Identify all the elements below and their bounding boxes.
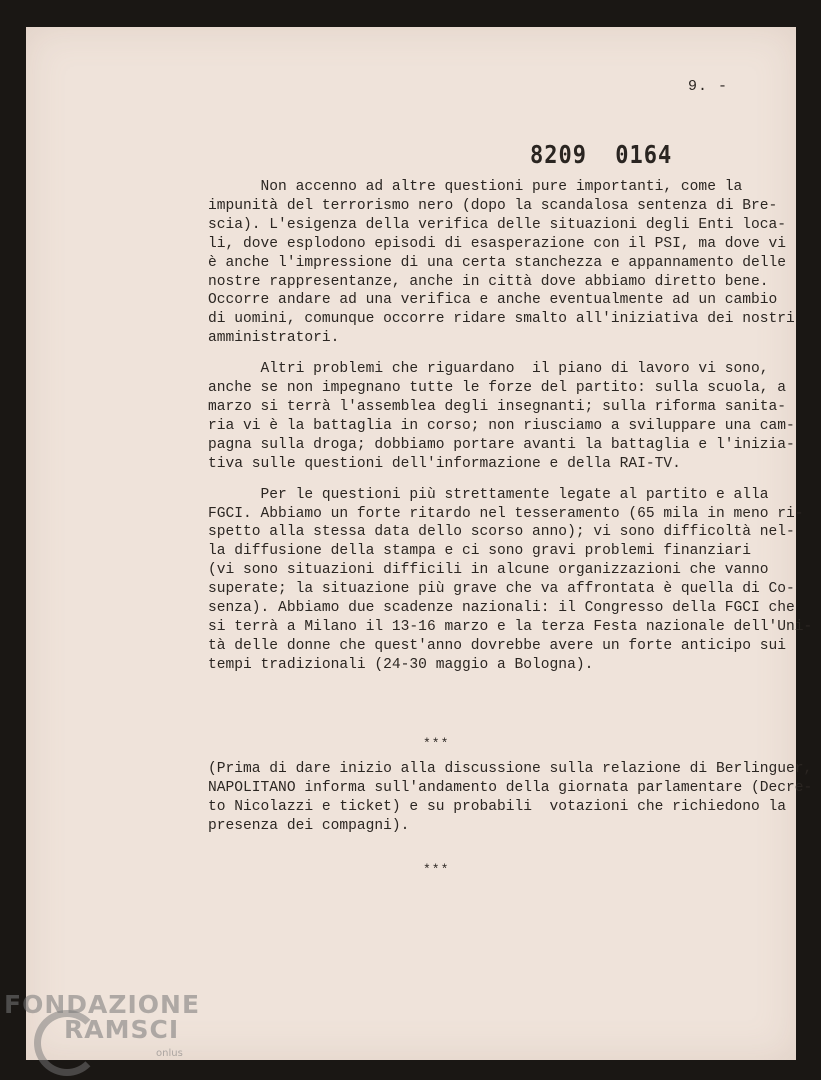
meeting-note bbox=[208, 760, 813, 836]
text-line: la diffusione della stampa e ci sono gravi problemi finanziari bbox=[208, 543, 751, 560]
text-line: to Nicolazzi e ticket) e su probabili votazioni che richiedono la bbox=[208, 798, 787, 815]
logo-ring-icon bbox=[34, 1010, 100, 1076]
text-line: di uomini, comunque occorre ridare smalto all'iniziativa dei nostri bbox=[208, 311, 795, 328]
text-line: li, dove esplodono episodi di esasperazione con il PSI, ma dove vi bbox=[208, 235, 787, 252]
text-line: (Prima di dare inizio alla discussione sulla relazione di Berlinguer, bbox=[208, 761, 813, 777]
text-line: impunità del terrorismo nero (dopo la scandalosa sentenza di Bre- bbox=[208, 197, 778, 214]
text-line: FGCI. Abbiamo un forte ritardo nel tesseramento (65 mila in meno ri- bbox=[208, 505, 804, 522]
watermark-line-1: FONDAZIONE bbox=[4, 990, 201, 1019]
text-line: Per le questioni più strettamente legate al partito e alla bbox=[208, 486, 769, 503]
text-line: Altri problemi che riguardano il piano di lavoro vi sono, bbox=[208, 361, 769, 378]
text-line: (vi sono situazioni difficili in alcune organizzazioni che vanno bbox=[208, 562, 769, 579]
text-line: è anche l'impressione di una certa stanchezza e appannamento delle bbox=[208, 254, 787, 271]
text-line: presenza dei compagni). bbox=[208, 817, 410, 834]
text-line: superate; la situazione più grave che va affrontata è quella di Co- bbox=[208, 581, 795, 598]
text-line: ria vi è la battaglia in corso; non riusciamo a sviluppare una cam- bbox=[208, 417, 795, 434]
text-line: NAPOLITANO informa sull'andamento della giornata parlamentare (Decre- bbox=[208, 779, 813, 796]
watermark-line-2: RAMSCI bbox=[64, 1015, 180, 1044]
text-line: tempi tradizionali (24-30 maggio a Bologna). bbox=[208, 656, 594, 673]
body-text bbox=[208, 178, 813, 687]
text-line: Occorre andare ad una verifica e anche eventualmente ad un cambio bbox=[208, 292, 778, 309]
text-line: tiva sulle questioni dell'informazione e della RAI-TV. bbox=[208, 455, 681, 472]
text-line: Non accenno ad altre questioni pure importanti, come la bbox=[208, 179, 743, 195]
paragraph bbox=[208, 178, 795, 348]
text-line: scia). L'esigenza della verifica delle situazioni degli Enti loca- bbox=[208, 216, 787, 233]
fondazione-gramsci-watermark bbox=[4, 990, 201, 1059]
page-number: 9. - bbox=[688, 78, 729, 95]
watermark-suffix: onlus bbox=[156, 1048, 183, 1059]
paragraph bbox=[208, 360, 795, 473]
text-line: si terrà a Milano il 13-16 marzo e la terza Festa nazionale dell'Uni- bbox=[208, 618, 813, 635]
text-line: pagna sulla droga; dobbiamo portare avanti la battaglia e l'inizia- bbox=[208, 436, 795, 453]
text-line: nostre rappresentanze, anche in città dove abbiamo diretto bene. bbox=[208, 273, 769, 290]
text-line: spetto alla stessa data dello scorso anno); vi sono difficoltà nel- bbox=[208, 524, 795, 541]
section-separator: *** bbox=[423, 736, 450, 751]
text-line: tà delle donne che quest'anno dovrebbe avere un forte anticipo sui bbox=[208, 637, 787, 654]
paragraph bbox=[208, 486, 813, 675]
text-line: senza). Abbiamo due scadenze nazionali: il Congresso della FGCI che bbox=[208, 600, 795, 617]
archive-stamp: 8209 0164 bbox=[530, 141, 673, 170]
text-line: marzo si terrà l'assemblea degli insegnanti; sulla riforma sanita- bbox=[208, 398, 787, 415]
text-line: amministratori. bbox=[208, 330, 340, 347]
text-line: anche se non impegnano tutte le forze del partito: sulla scuola, a bbox=[208, 380, 787, 397]
section-separator: *** bbox=[423, 862, 450, 877]
